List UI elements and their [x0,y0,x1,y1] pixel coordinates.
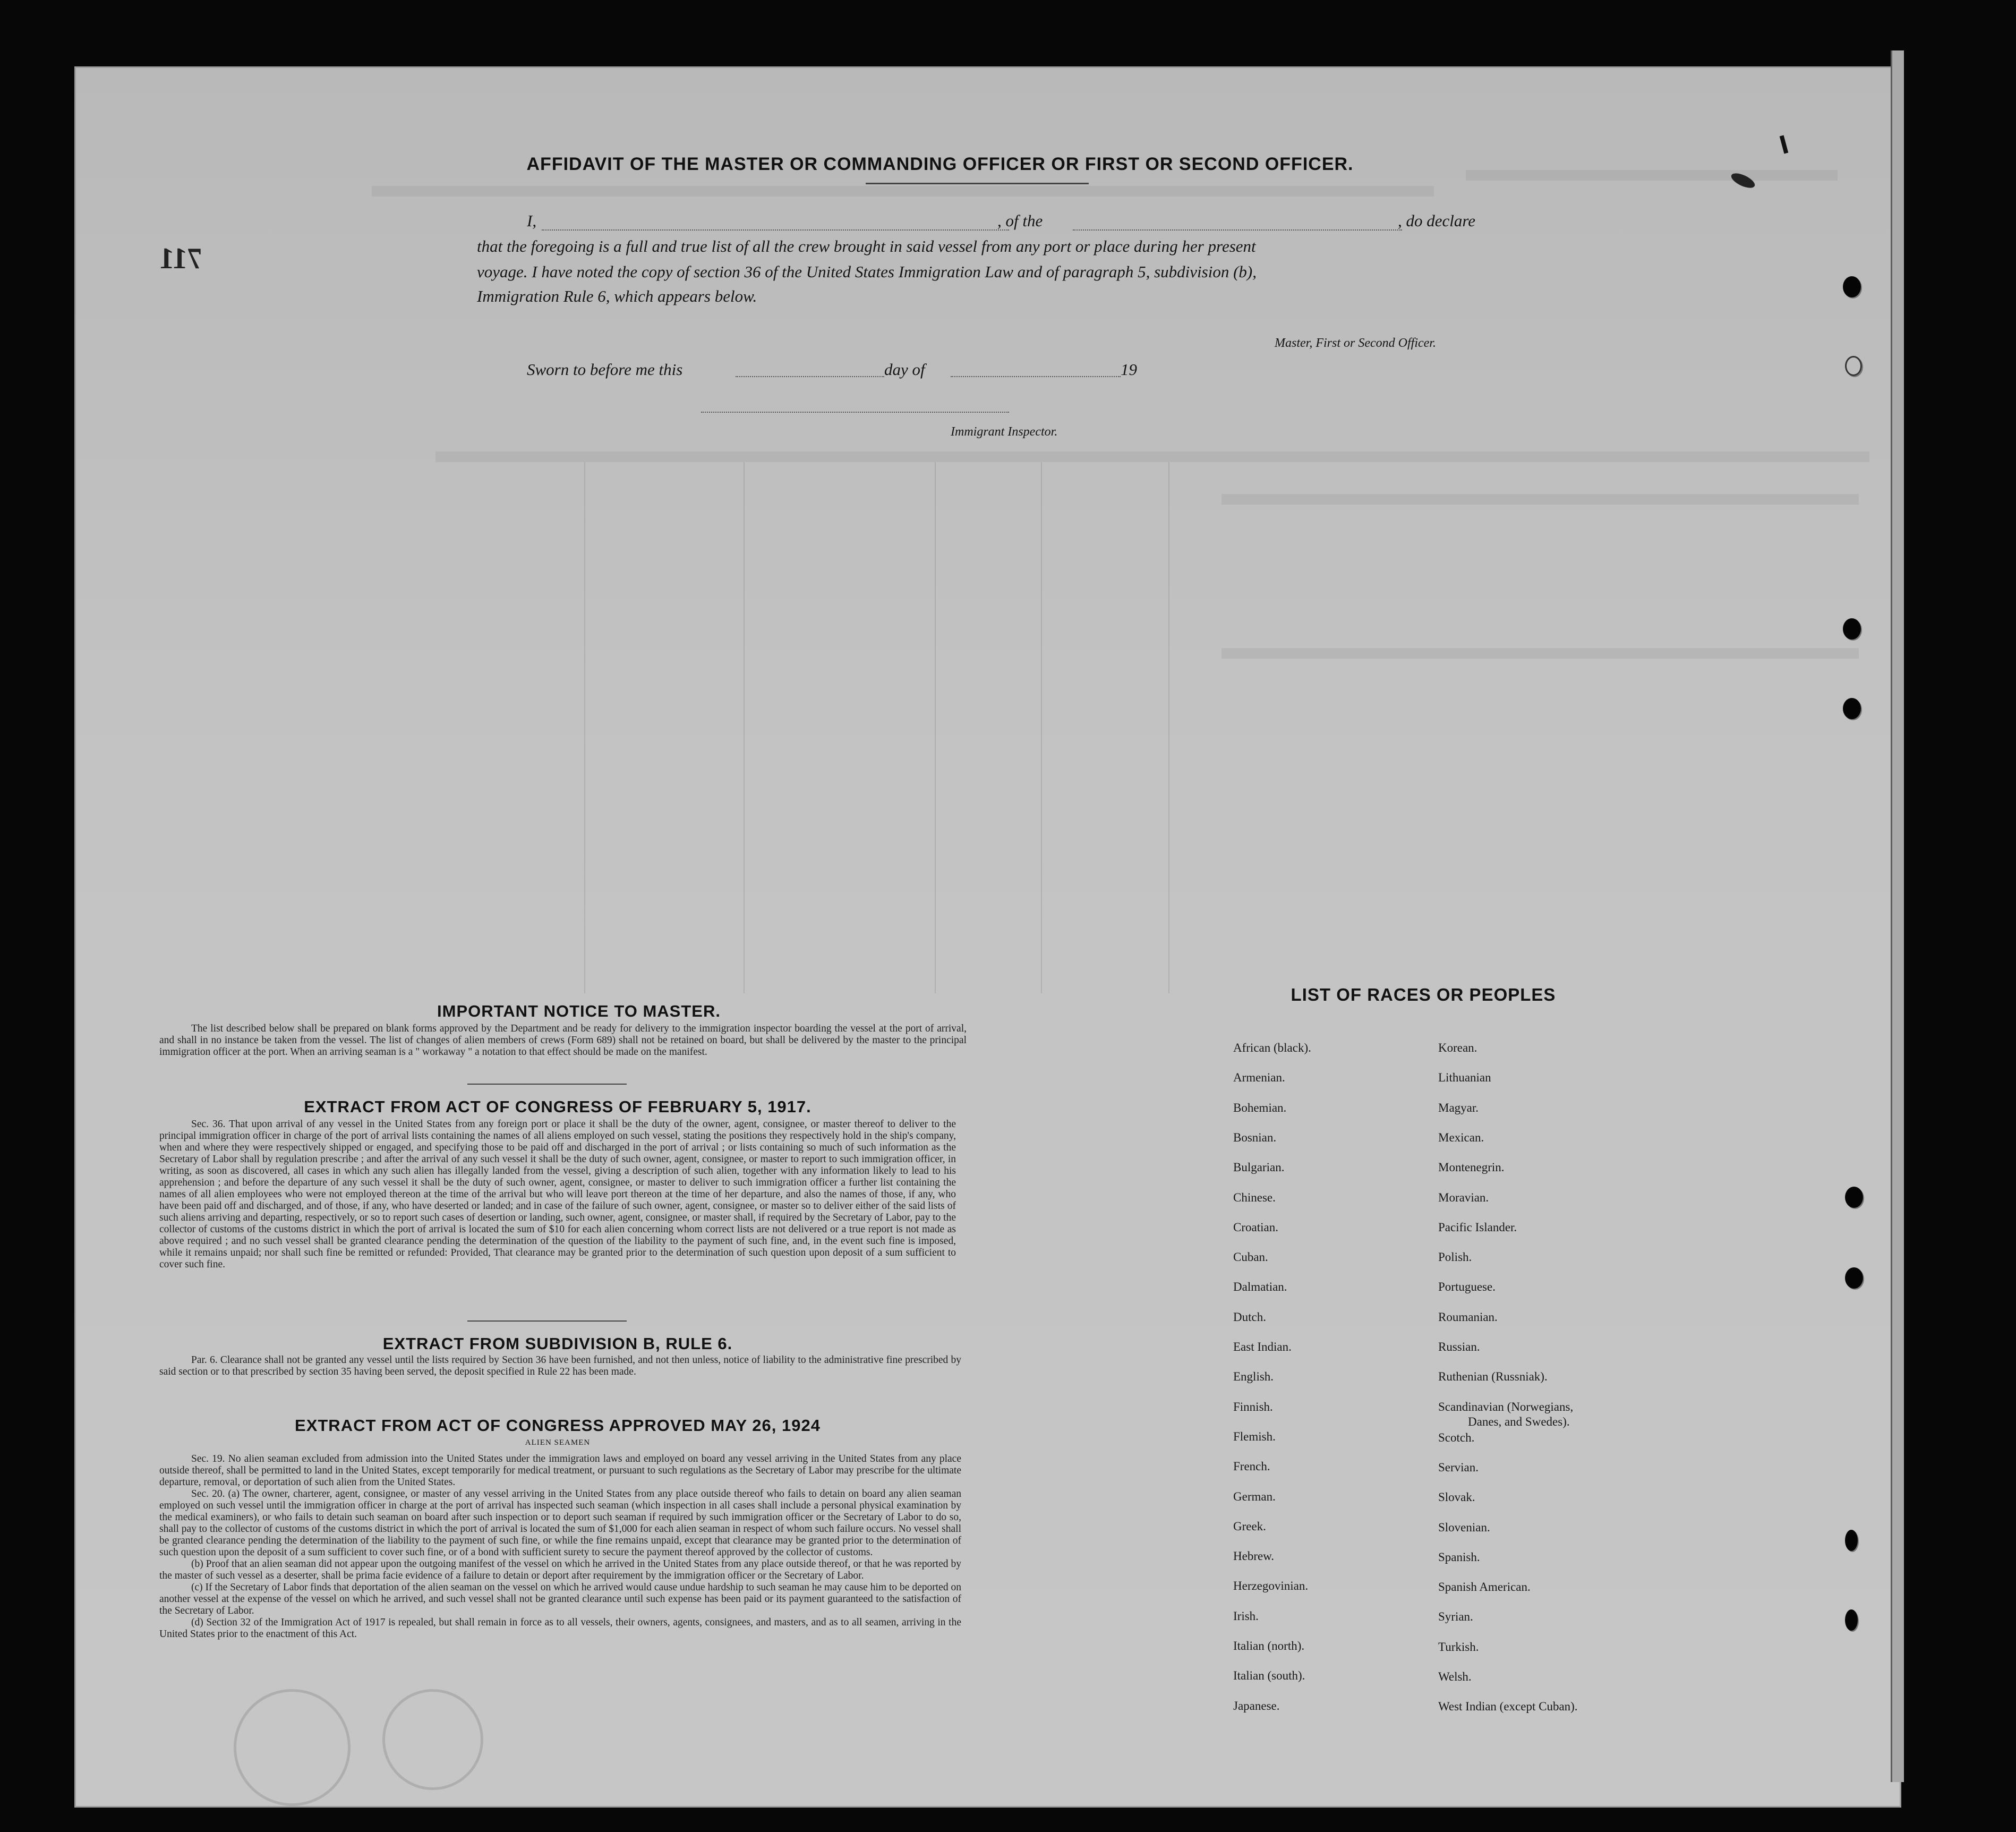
race-item: Scandinavian (Norwegians, [1438,1400,1574,1413]
race-item: Montenegrin. [1438,1161,1505,1174]
affidavit-line-2: voyage. I have noted the copy of section 36 of the United States Immigration Law and of paragraph 5, subdivision (b), [477,262,1257,281]
race-item: Turkish. [1438,1640,1479,1654]
race-item: Spanish American. [1438,1580,1531,1594]
race-item: Ruthenian (Russniak). [1438,1370,1548,1384]
sworn-label: Sworn to before me this [527,360,683,379]
race-item: Croatian. [1233,1220,1278,1234]
race-item: Slovak. [1438,1490,1475,1504]
affidavit-i: I, [527,211,537,230]
punch-hole-outline [1845,356,1862,376]
race-item: Polish. [1438,1250,1472,1264]
race-item: German. [1233,1489,1276,1503]
inspector-caption: Immigrant Inspector. [951,425,1058,439]
ghost-column-line [744,462,745,993]
race-item: Finnish. [1233,1400,1273,1413]
race-item: Portuguese. [1438,1280,1496,1294]
name-blank [542,229,1009,231]
extract-1924-paragraph: Sec. 20. (a) The owner, charterer, agent, consignee, or master of any vessel arriving in the United States from any place outside thereof who fails to detain on board any alien seaman employed on such vessel until the immigration officer in charge at the port of arrival has inspected such seaman (which inspection in all cases shall include a personal physical examination by the medical examiners), or who fails to detain such seaman on board after such inspection or to deport such seaman if required by such immigration officer or the Secretary of Labor to do so, shall pay to the collector of customs of the customs district in which the port of arrival is located the sum of $1,000 for each alien seaman in respect of whom such failure occurs. No vessel shall be granted clearance pending the determination of the liability to the payment of such fine, or while the fine remains unpaid, except that clearance may be granted prior to the determination of such question upon the deposit of a sum sufficient to cover such fine, or of a bond with sufficient surety to secure the payment thereof approved by the collector of customs. [159,1488,961,1558]
margin-number: 711 [159,242,202,275]
master-caption: Master, First or Second Officer. [1275,336,1436,350]
race-item: Lithuanian [1438,1071,1491,1085]
race-item: Magyar. [1438,1101,1479,1114]
race-item: Bulgarian. [1233,1161,1285,1174]
punch-hole [1845,1267,1863,1289]
ghost-column-line [1041,462,1042,993]
race-item: Chinese. [1233,1190,1276,1204]
race-item: Flemish. [1233,1429,1276,1443]
ghost-row [1466,170,1838,181]
race-item: Hebrew. [1233,1549,1275,1563]
race-item: Syrian. [1438,1610,1473,1624]
race-item: Korean. [1438,1041,1477,1054]
ghost-row [1221,494,1859,505]
notice-rule [467,1084,627,1085]
race-item: Italian (north). [1233,1639,1305,1652]
race-item: Armenian. [1233,1071,1285,1085]
extract-1924-paragraph: (d) Section 32 of the Immigration Act of 1917 is repealed, but shall remain in force as to all vessels, their owners, agents, consignees, and masters, and as to all seamen, arriving in the United States prior to the enactment of this Act. [159,1617,961,1640]
race-item: Irish. [1233,1609,1259,1623]
punch-hole [1843,698,1861,719]
punch-hole [1845,1609,1858,1631]
inspector-blank [701,412,1009,413]
race-item: Servian. [1438,1460,1479,1474]
year-label: 19 [1121,360,1137,379]
race-item: Welsh. [1438,1670,1472,1683]
race-item: West Indian (except Cuban). [1438,1700,1578,1714]
race-item: Dutch. [1233,1310,1266,1324]
extract-rule-6-text [159,1354,961,1378]
race-item: Bohemian. [1233,1101,1287,1114]
race-item: Dalmatian. [1233,1280,1287,1294]
affidavit-do-declare: , do declare [1398,211,1476,230]
title-rule [866,183,1089,184]
extract-1924-text [159,1453,961,1640]
race-item: Bosnian. [1233,1130,1277,1144]
race-item: Scotch. [1438,1430,1475,1444]
page-edge [1891,50,1904,1782]
race-item: Pacific Islander. [1438,1220,1517,1234]
sworn-day-blank [736,376,884,377]
ghost-column-line [935,462,936,993]
vessel-blank [1073,229,1402,231]
faint-stamp [382,1689,483,1790]
race-item: Slovenian. [1438,1520,1490,1534]
alien-seamen-subtitle: ALIEN SEAMEN [525,1438,591,1447]
punch-hole [1843,276,1861,297]
extract-1924-paragraph: (c) If the Secretary of Labor finds that deportation of the alien seaman on the vessel on which he arrived would cause undue hardship to such seaman he may cause him to be deported on another vessel at the expense of the vessel on which he arrived, and such vessel shall not be granted clearance until such expense has been paid or its payment guaranteed to the satisfaction of the Secretary of Labor. [159,1582,961,1616]
extract-1917-paragraph: Sec. 36. That upon arrival of any vessel in the United States from any foreign port or place it shall be the duty of the owner, agent, consignee, or master thereof to deliver to the principal immigration officer in charge of the port of arrival lists containing the names of all aliens employed on such vessel, stating the positions they respectively hold in the ship's company, when and where they were respectively shipped or engaged, and specifying those to be paid off and discharged in the port of arrival ; or lists containing so much of such information as the Secretary of Labor shall by regulation prescribe ; and after the arrival of any such vessel it shall be the duty of such owner, agent, consignee, or master to report to such immigration officer, in writing, as soon as discovered, all cases in which any such alien has illegally landed from the vessel, giving a description of such alien, together with any information likely to lead to his apprehension ; and before the departure of any such vessel it shall be the duty of such owner, agent, consignee, or master to deliver to such immigration officer a further list containing the names of all alien employees who were not employed thereon at the time of the arrival but who will leave port thereon at the time of her departure, and also the names of those, if any, who have been paid off and discharged, and of those, if any, who have deserted or landed; and in case of the failure of such owner, agent, consignee, or master so to deliver either of the said lists of such aliens arriving and departing, respectively, or so to report such cases of desertion or landing, such owner, agent, consignee, or master shall, if required by the Secretary of Labor, pay to the collector of customs of the customs district in which the port of arrival is located the sum of $10 for each alien concerning whom correct lists are not delivered or a true report is not made as above required ; and no such vessel shall be granted clearance pending the determination of the question of the liability to the payment of such fine, and, in the event such fine is imposed, while it remains unpaid; nor shall such fine be remitted or refunded: Provided, That clearance may be granted prior to the determination of such question upon deposit of a sum sufficient to cover such fine. [159,1119,956,1270]
affidavit-of-the: , of the [997,211,1043,230]
race-item: French. [1233,1460,1270,1473]
race-item: Greek. [1233,1519,1266,1533]
faint-stamp [234,1689,351,1806]
notice-title: IMPORTANT NOTICE TO MASTER. [437,1002,721,1020]
race-item: Cuban. [1233,1250,1268,1264]
race-item: Spanish. [1438,1550,1480,1564]
race-item: Italian (south). [1233,1669,1305,1683]
extract-1924-paragraph: Sec. 19. No alien seaman excluded from admission into the United States under the immigration laws and employed on board any vessel arriving in the United States from any place outside thereof, shall be permitted to land in the United States, except temporarily for medical treatment, or pursuant to such regulations as the Secretary of Labor may prescribe for the ultimate departure, removal, or deportation of such alien from the United States. [159,1453,961,1488]
month-blank [951,376,1121,377]
affidavit-line-1: that the foregoing is a full and true list of all the crew brought in said vessel from any port or place during her present [477,237,1256,255]
extract-rule-6-title: EXTRACT FROM SUBDIVISION B, RULE 6. [382,1334,733,1353]
ghost-row [1221,648,1859,659]
punch-hole [1845,1530,1858,1551]
races-title: LIST OF RACES OR PEOPLES [1291,985,1556,1004]
extract-1917-rule [467,1320,627,1322]
race-item: Russian. [1438,1340,1480,1353]
notice-text [159,1023,967,1058]
punch-hole [1843,618,1861,640]
ghost-column-line [584,462,585,993]
race-item: African (black). [1233,1041,1311,1054]
notice-paragraph: The list described below shall be prepared on blank forms approved by the Department and be ready for delivery to the immigration inspector boarding the vessel at the port of arrival, and shall in no instance be taken from the vessel. The list of changes of alien members of crews (Form 689) shall not be retained on board, but shall be delivered by the master to the principal immigration officer at the port. When an arriving seaman is a " workaway " a notation to that effect should be made on the manifest. [159,1023,967,1058]
race-item: Roumanian. [1438,1310,1498,1324]
race-item: Japanese. [1233,1699,1280,1712]
ghost-row [372,186,1434,197]
extract-1924-paragraph: (b) Proof that an alien seaman did not appear upon the outgoing manifest of the vessel on which he arrived in the United States from any place outside thereof, or that he was reported by the master of such vessel as a deserter, shall be prima facie evidence of a failure to detain or deport after requirement by the immigration officer or the Secretary of Labor. [159,1558,961,1581]
affidavit-title: AFFIDAVIT OF THE MASTER OR COMMANDING OFFICER OR FIRST OR SECOND OFFICER. [526,154,1354,174]
race-item: Herzegovinian. [1233,1579,1309,1593]
day-of-label: day of [884,360,925,379]
extract-1917-text [159,1119,956,1271]
ghost-row [435,451,1869,462]
race-item: East Indian. [1233,1340,1292,1353]
extract-1924-title: EXTRACT FROM ACT OF CONGRESS APPROVED MAY 26, 1924 [295,1416,821,1435]
race-item: Mexican. [1438,1130,1484,1144]
affidavit-line-3: Immigration Rule 6, which appears below. [477,287,757,305]
extract-1917-title: EXTRACT FROM ACT OF CONGRESS OF FEBRUARY 5, 1917. [304,1097,811,1116]
extract-rule-6-paragraph: Par. 6. Clearance shall not be granted any vessel until the lists required by Section 36 have been furnished, and not then unless, notice of liability to the administrative fine prescribed by said section or to that prescribed by section 35 having been served, the deposit specified in Rule 22 has been made. [159,1354,961,1377]
ghost-column-line [1168,462,1169,993]
punch-hole [1845,1187,1863,1208]
race-item: English. [1233,1370,1274,1384]
race-item: Danes, and Swedes). [1468,1415,1570,1428]
race-item: Moravian. [1438,1190,1489,1204]
